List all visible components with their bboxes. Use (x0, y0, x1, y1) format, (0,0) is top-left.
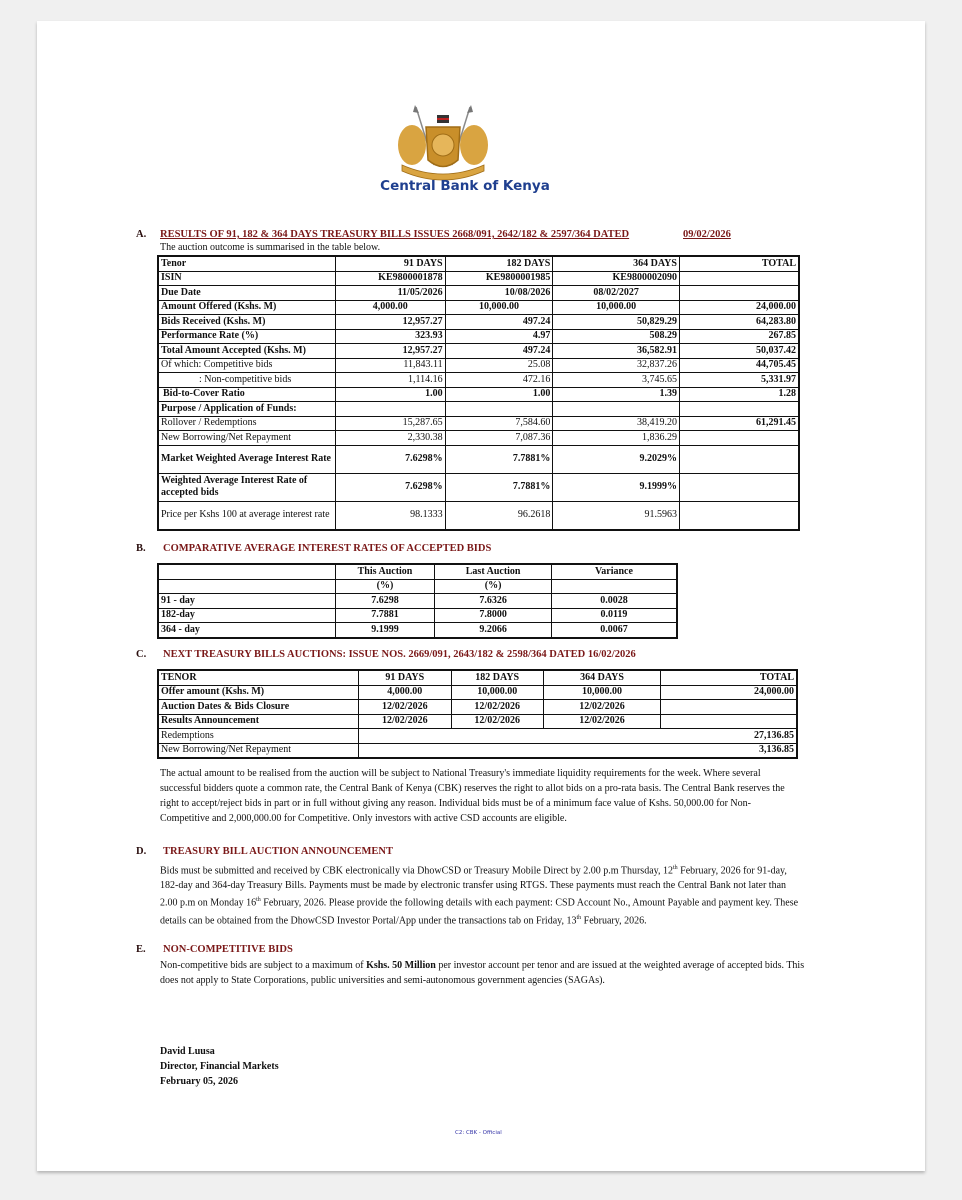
table-header-row (158, 564, 677, 579)
column-header: 182 DAYS (445, 256, 553, 271)
table-cell (661, 700, 797, 715)
table-cell: KE9800002090 (553, 271, 680, 286)
row-label: Weighted Average Interest Rate of accepted bids (158, 473, 335, 501)
table-cell: 7.7881 (335, 608, 435, 623)
table-cell: 12/02/2026 (543, 700, 660, 715)
table-row (158, 594, 677, 609)
table-row (158, 271, 799, 286)
row-label: 364 - day (158, 623, 335, 638)
section-c-title: NEXT TREASURY BILLS AUCTIONS: ISSUE NOS. 2669/091, 2643/182 & 2598/364 DATED 16/02/2026 (163, 649, 636, 660)
table-cell (679, 445, 799, 473)
row-label: New Borrowing/Net Repayment (158, 743, 359, 758)
table-cell: 15,287.65 (335, 416, 445, 431)
table-cell: 4.97 (445, 329, 553, 344)
column-header (158, 564, 335, 579)
table-cell: 1.28 (679, 387, 799, 402)
table-cell (335, 402, 445, 417)
column-header: 364 DAYS (553, 256, 680, 271)
unit-cell (158, 579, 335, 594)
table-cell: 7.8000 (435, 608, 552, 623)
table-cell (661, 714, 797, 729)
table-cell (553, 402, 680, 417)
next-auctions-table (157, 669, 798, 759)
table-cell (679, 473, 799, 501)
table-cell: 9.2066 (435, 623, 552, 638)
table-cell: 91.5963 (553, 501, 680, 530)
table-cell: 3,136.85 (359, 743, 797, 758)
table-row (158, 387, 799, 402)
row-label: Redemptions (158, 729, 359, 744)
table-cell: 12/02/2026 (543, 714, 660, 729)
table-cell: 11,843.11 (335, 358, 445, 373)
table-cell: 1.00 (335, 387, 445, 402)
table-cell: 10,000.00 (553, 300, 680, 315)
table-cell: 5,331.97 (679, 373, 799, 388)
table-row (158, 373, 799, 388)
column-header: 182 DAYS (451, 670, 543, 685)
column-header: 91 DAYS (359, 670, 451, 685)
table-cell: 25.08 (445, 358, 553, 373)
comparative-rates-table (157, 563, 678, 639)
table-row (158, 402, 799, 417)
table-cell: 7,087.36 (445, 431, 553, 446)
row-label: Bids Received (Kshs. M) (158, 315, 335, 330)
column-header: Variance (551, 564, 677, 579)
table-cell: 10,000.00 (451, 685, 543, 700)
column-header: TENOR (158, 670, 359, 685)
row-label: Amount Offered (Kshs. M) (158, 300, 335, 315)
non-competitive-text: Non-competitive bids are subject to a maximum of Kshs. 50 Million per investor account per tenor and are issued at the weighted average of accepted bids. This does not apply to State Corporations, public universities and semi-autonomous government agencies (SAGAs). (160, 960, 805, 986)
row-label: Offer amount (Kshs. M) (158, 685, 359, 700)
table-row (158, 700, 797, 715)
table-cell: 267.85 (679, 329, 799, 344)
redemptions-row (158, 729, 797, 744)
row-label: : Non-competitive bids (158, 373, 335, 388)
table-header-row (158, 256, 799, 271)
table-row (158, 445, 799, 473)
new-borrowing-row (158, 743, 797, 758)
table-cell (445, 402, 553, 417)
table-cell: KE9800001878 (335, 271, 445, 286)
table-row (158, 315, 799, 330)
table-cell (679, 286, 799, 301)
table-row (158, 358, 799, 373)
table-cell: 1,114.16 (335, 373, 445, 388)
table-cell: 1,836.29 (553, 431, 680, 446)
table-row (158, 286, 799, 301)
table-row (158, 416, 799, 431)
table-cell: 7,584.60 (445, 416, 553, 431)
table-cell: 61,291.45 (679, 416, 799, 431)
table-row (158, 501, 799, 530)
table-cell: 36,582.91 (553, 344, 680, 359)
table-cell: 24,000.00 (679, 300, 799, 315)
section-a-letter: A. (136, 229, 147, 240)
table-cell: 32,837.26 (553, 358, 680, 373)
column-header: TOTAL (679, 256, 799, 271)
table-cell: 4,000.00 (335, 300, 445, 315)
table-cell: 10,000.00 (543, 685, 660, 700)
table-cell: 96.2618 (445, 501, 553, 530)
table-cell: 0.0067 (551, 623, 677, 638)
table-cell: 7.6326 (435, 594, 552, 609)
unit-cell: (%) (335, 579, 435, 594)
auction-terms-note: The actual amount to be realised from the auction will be subject to National Treasury's immediate liquidity requirements for the week. Where several successful bidders quote a common rate, the Central Bank of Kenya (CBK) reserves the right to allot bids on a pro-rata basis. The Central Bank reserves the right to accept/reject bids in part or in full without giving any reason. Individual bids must be of a minimum face value of Kshs. 50,000.00 for Non-Competitive and 2,000,000.00 for Competitive. Only investors with active CSD accounts are eligible. (160, 768, 785, 824)
row-label: Price per Kshs 100 at average interest rate (158, 501, 335, 530)
section-e-letter: E. (136, 944, 146, 955)
table-cell: 12/02/2026 (451, 700, 543, 715)
table-cell: 508.29 (553, 329, 680, 344)
table-cell: 50,037.42 (679, 344, 799, 359)
table-cell: 12,957.27 (335, 344, 445, 359)
classification-label: C2: CBK - Official (455, 1130, 502, 1136)
signatory-name: David Luusa (160, 1046, 215, 1057)
table-cell (679, 431, 799, 446)
table-cell (679, 402, 799, 417)
units-row (158, 579, 677, 594)
table-cell: 9.1999% (553, 473, 680, 501)
unit-cell (551, 579, 677, 594)
row-label: Auction Dates & Bids Closure (158, 700, 359, 715)
table-cell: 12,957.27 (335, 315, 445, 330)
column-header: This Auction (335, 564, 435, 579)
column-header: 364 DAYS (543, 670, 660, 685)
row-label: Purpose / Application of Funds: (158, 402, 335, 417)
table-cell (679, 501, 799, 530)
row-label: Rollover / Redemptions (158, 416, 335, 431)
row-label: Results Announcement (158, 714, 359, 729)
table-cell: 7.7881% (445, 445, 553, 473)
table-cell: 7.6298% (335, 445, 445, 473)
row-label: ISIN (158, 271, 335, 286)
table-cell: 08/02/2027 (553, 286, 680, 301)
row-label: Total Amount Accepted (Kshs. M) (158, 344, 335, 359)
row-label: Due Date (158, 286, 335, 301)
section-b-title: COMPARATIVE AVERAGE INTEREST RATES OF ACCEPTED BIDS (163, 543, 492, 554)
table-row (158, 473, 799, 501)
row-label: Bid-to-Cover Ratio (158, 387, 335, 402)
row-label: 182-day (158, 608, 335, 623)
section-b-letter: B. (136, 543, 146, 554)
kenya-coat-of-arms-icon (388, 105, 498, 185)
row-label: Of which: Competitive bids (158, 358, 335, 373)
auction-announcement-text: Bids must be submitted and received by CBK electronically via DhowCSD or Treasury Mobile Direct by 2.00 p.m Thursday, 12th February, 2026 for 91-day, 182-day and 364-day Treasury Bills. Payments must be made by electronic transfer using RTGS. These payments must reach the Central Bank not later than 2.00 p.m on Monday 16th February, 2026. Please provide the following details with each payment: CSD Account No., Amount Payable and payment key. These details can be obtained from the DhowCSD Investor Portal/App under the transactions tab on Friday, 13th February, 2026. (160, 865, 799, 926)
section-d-letter: D. (136, 846, 147, 857)
table-cell: 12/02/2026 (359, 700, 451, 715)
table-header-row (158, 670, 797, 685)
table-row (158, 300, 799, 315)
table-cell: 1.39 (553, 387, 680, 402)
table-cell: 4,000.00 (359, 685, 451, 700)
section-d-title: TREASURY BILL AUCTION ANNOUNCEMENT (163, 846, 393, 857)
table-row (158, 431, 799, 446)
table-cell: 38,419.20 (553, 416, 680, 431)
section-a-date: 09/02/2026 (683, 229, 731, 240)
table-cell: 0.0119 (551, 608, 677, 623)
column-header: Last Auction (435, 564, 552, 579)
table-cell: 10,000.00 (445, 300, 553, 315)
signatory-title: Director, Financial Markets (160, 1061, 279, 1072)
table-cell: 497.24 (445, 344, 553, 359)
section-a-intro: The auction outcome is summarised in the table below. (160, 242, 381, 253)
unit-cell: (%) (435, 579, 552, 594)
table-row (158, 608, 677, 623)
section-e-title: NON-COMPETITIVE BIDS (163, 944, 293, 955)
table-row (158, 329, 799, 344)
section-a-title: RESULTS OF 91, 182 & 364 DAYS TREASURY BILLS ISSUES 2668/091, 2642/182 & 2597/364 DATED (160, 229, 630, 240)
table-cell: 24,000.00 (661, 685, 797, 700)
table-cell: 27,136.85 (359, 729, 797, 744)
table-cell: 0.0028 (551, 594, 677, 609)
table-cell: 12/02/2026 (451, 714, 543, 729)
table-cell (679, 271, 799, 286)
table-cell: 1.00 (445, 387, 553, 402)
table-cell: 64,283.80 (679, 315, 799, 330)
brand-name: Central Bank of Kenya (380, 178, 550, 194)
table-cell: 50,829.29 (553, 315, 680, 330)
table-cell: 44,705.45 (679, 358, 799, 373)
column-header: Tenor (158, 256, 335, 271)
row-label: Market Weighted Average Interest Rate (158, 445, 335, 473)
table-cell: 7.6298% (335, 473, 445, 501)
table-row (158, 685, 797, 700)
table-cell: 497.24 (445, 315, 553, 330)
table-cell: KE9800001985 (445, 271, 553, 286)
signature-date: February 05, 2026 (160, 1076, 239, 1087)
table-cell: 9.1999 (335, 623, 435, 638)
table-cell: 472.16 (445, 373, 553, 388)
table-cell: 98.1333 (335, 501, 445, 530)
table-cell: 9.2029% (553, 445, 680, 473)
section-c-letter: C. (136, 649, 147, 660)
table-row (158, 623, 677, 638)
table-cell: 12/02/2026 (359, 714, 451, 729)
table-cell: 11/05/2026 (335, 286, 445, 301)
table-cell: 10/08/2026 (445, 286, 553, 301)
row-label: Performance Rate (%) (158, 329, 335, 344)
column-header: TOTAL (661, 670, 797, 685)
table-row (158, 344, 799, 359)
table-row (158, 714, 797, 729)
table-cell: 3,745.65 (553, 373, 680, 388)
table-cell: 323.93 (335, 329, 445, 344)
auction-results-table (157, 255, 800, 531)
table-cell: 7.7881% (445, 473, 553, 501)
column-header: 91 DAYS (335, 256, 445, 271)
row-label: 91 - day (158, 594, 335, 609)
table-cell: 7.6298 (335, 594, 435, 609)
row-label: New Borrowing/Net Repayment (158, 431, 335, 446)
table-cell: 2,330.38 (335, 431, 445, 446)
